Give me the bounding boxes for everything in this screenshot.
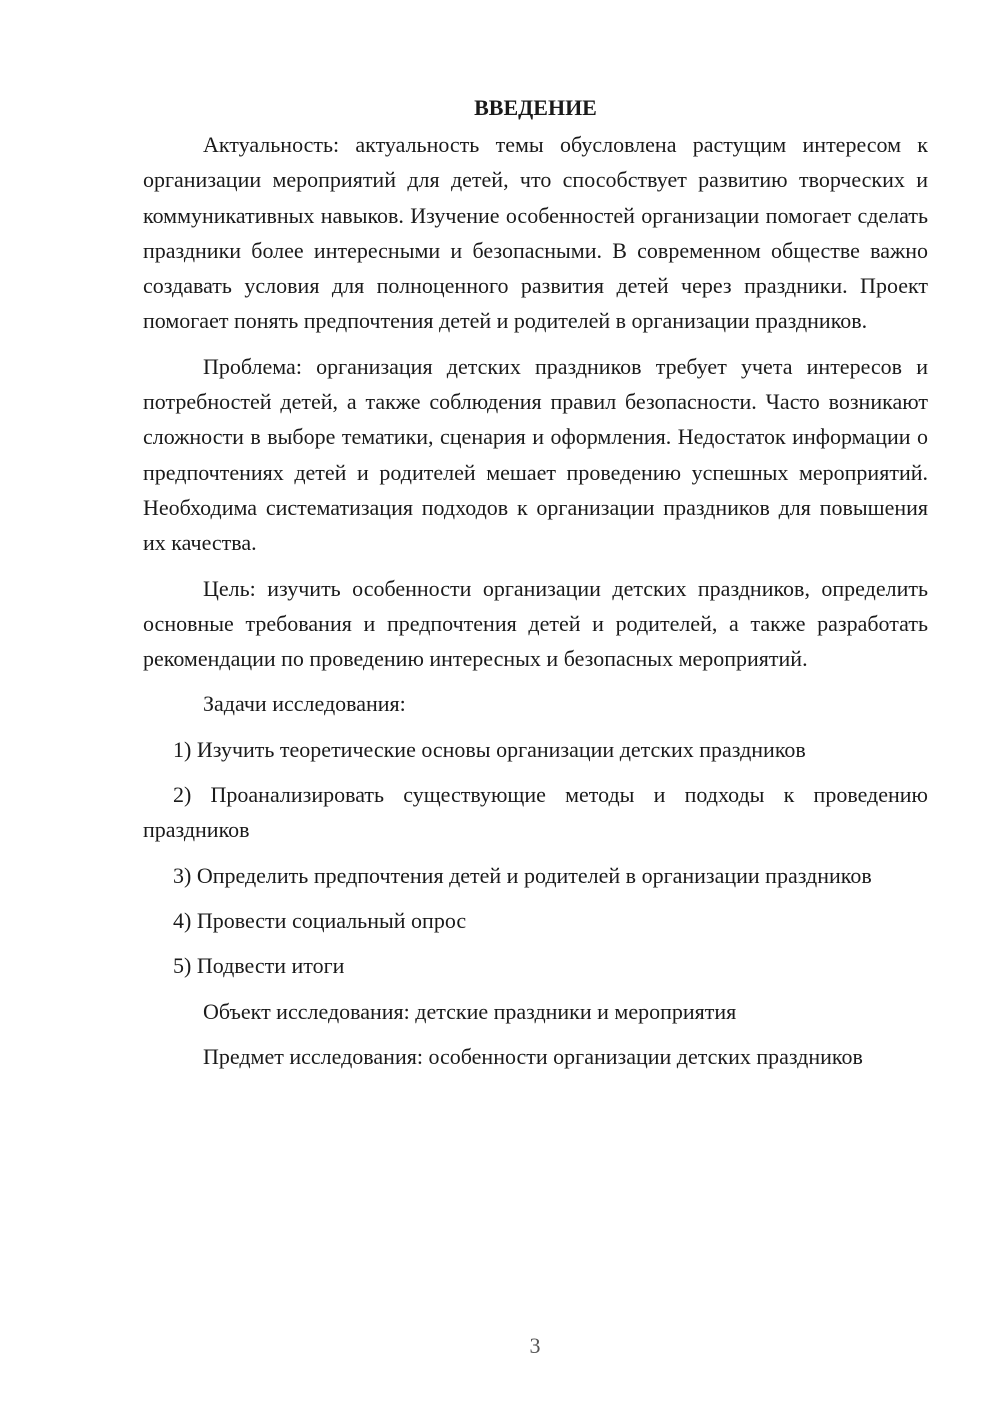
- paragraph-problem: Проблема: организация детских праздников требует учета интересов и потребностей детей, а также соблюдения правил безопасности. Часто возникают сложности в выборе тематики, сценария и оформления. Недостаток информации о предпочтениях детей и родителей мешает проведению успешных мероприятий. Необходима систематизация подходов к организации праздников для повышения их качества.: [143, 353, 928, 556]
- tasks-list: [143, 732, 928, 984]
- list-item: 1) Изучить теоретические основы организации детских праздников: [173, 736, 806, 762]
- list-item: 3) Определить предпочтения детей и родителей в организации праздников: [173, 862, 872, 888]
- list-item: 5) Подвести итоги: [173, 953, 345, 979]
- page-number: 3: [529, 1333, 541, 1358]
- tasks-heading: Задачи исследования:: [203, 691, 406, 717]
- research-subject: Предмет исследования: особенности организации детских праздников: [203, 1043, 863, 1069]
- paragraph-goal: Цель: изучить особенности организации детских праздников, определить основные требования и предпочтения детей и родителей, а также разработать рекомендации по проведению интересных и безопасных мероприятий.: [143, 575, 928, 672]
- list-item: 2) Проанализировать существующие методы и подходы к проведению праздников: [143, 782, 928, 843]
- document-page: [143, 90, 928, 1084]
- paragraph-relevance: Актуальность: актуальность темы обусловлена растущим интересом к организации мероприятий для детей, что способствует развитию творческих и коммуникативных навыков. Изучение особенностей организации помогает сделать праздники более интересными и безопасными. В современном обществе важно создавать условия для полноценного развития детей через праздники. Проект помогает понять предпочтения детей и родителей в организации праздников.: [143, 132, 928, 334]
- research-object: Объект исследования: детские праздники и мероприятия: [203, 998, 737, 1024]
- list-item: 4) Провести социальный опрос: [173, 907, 467, 933]
- document-title: ВВЕДЕНИЕ: [474, 95, 597, 120]
